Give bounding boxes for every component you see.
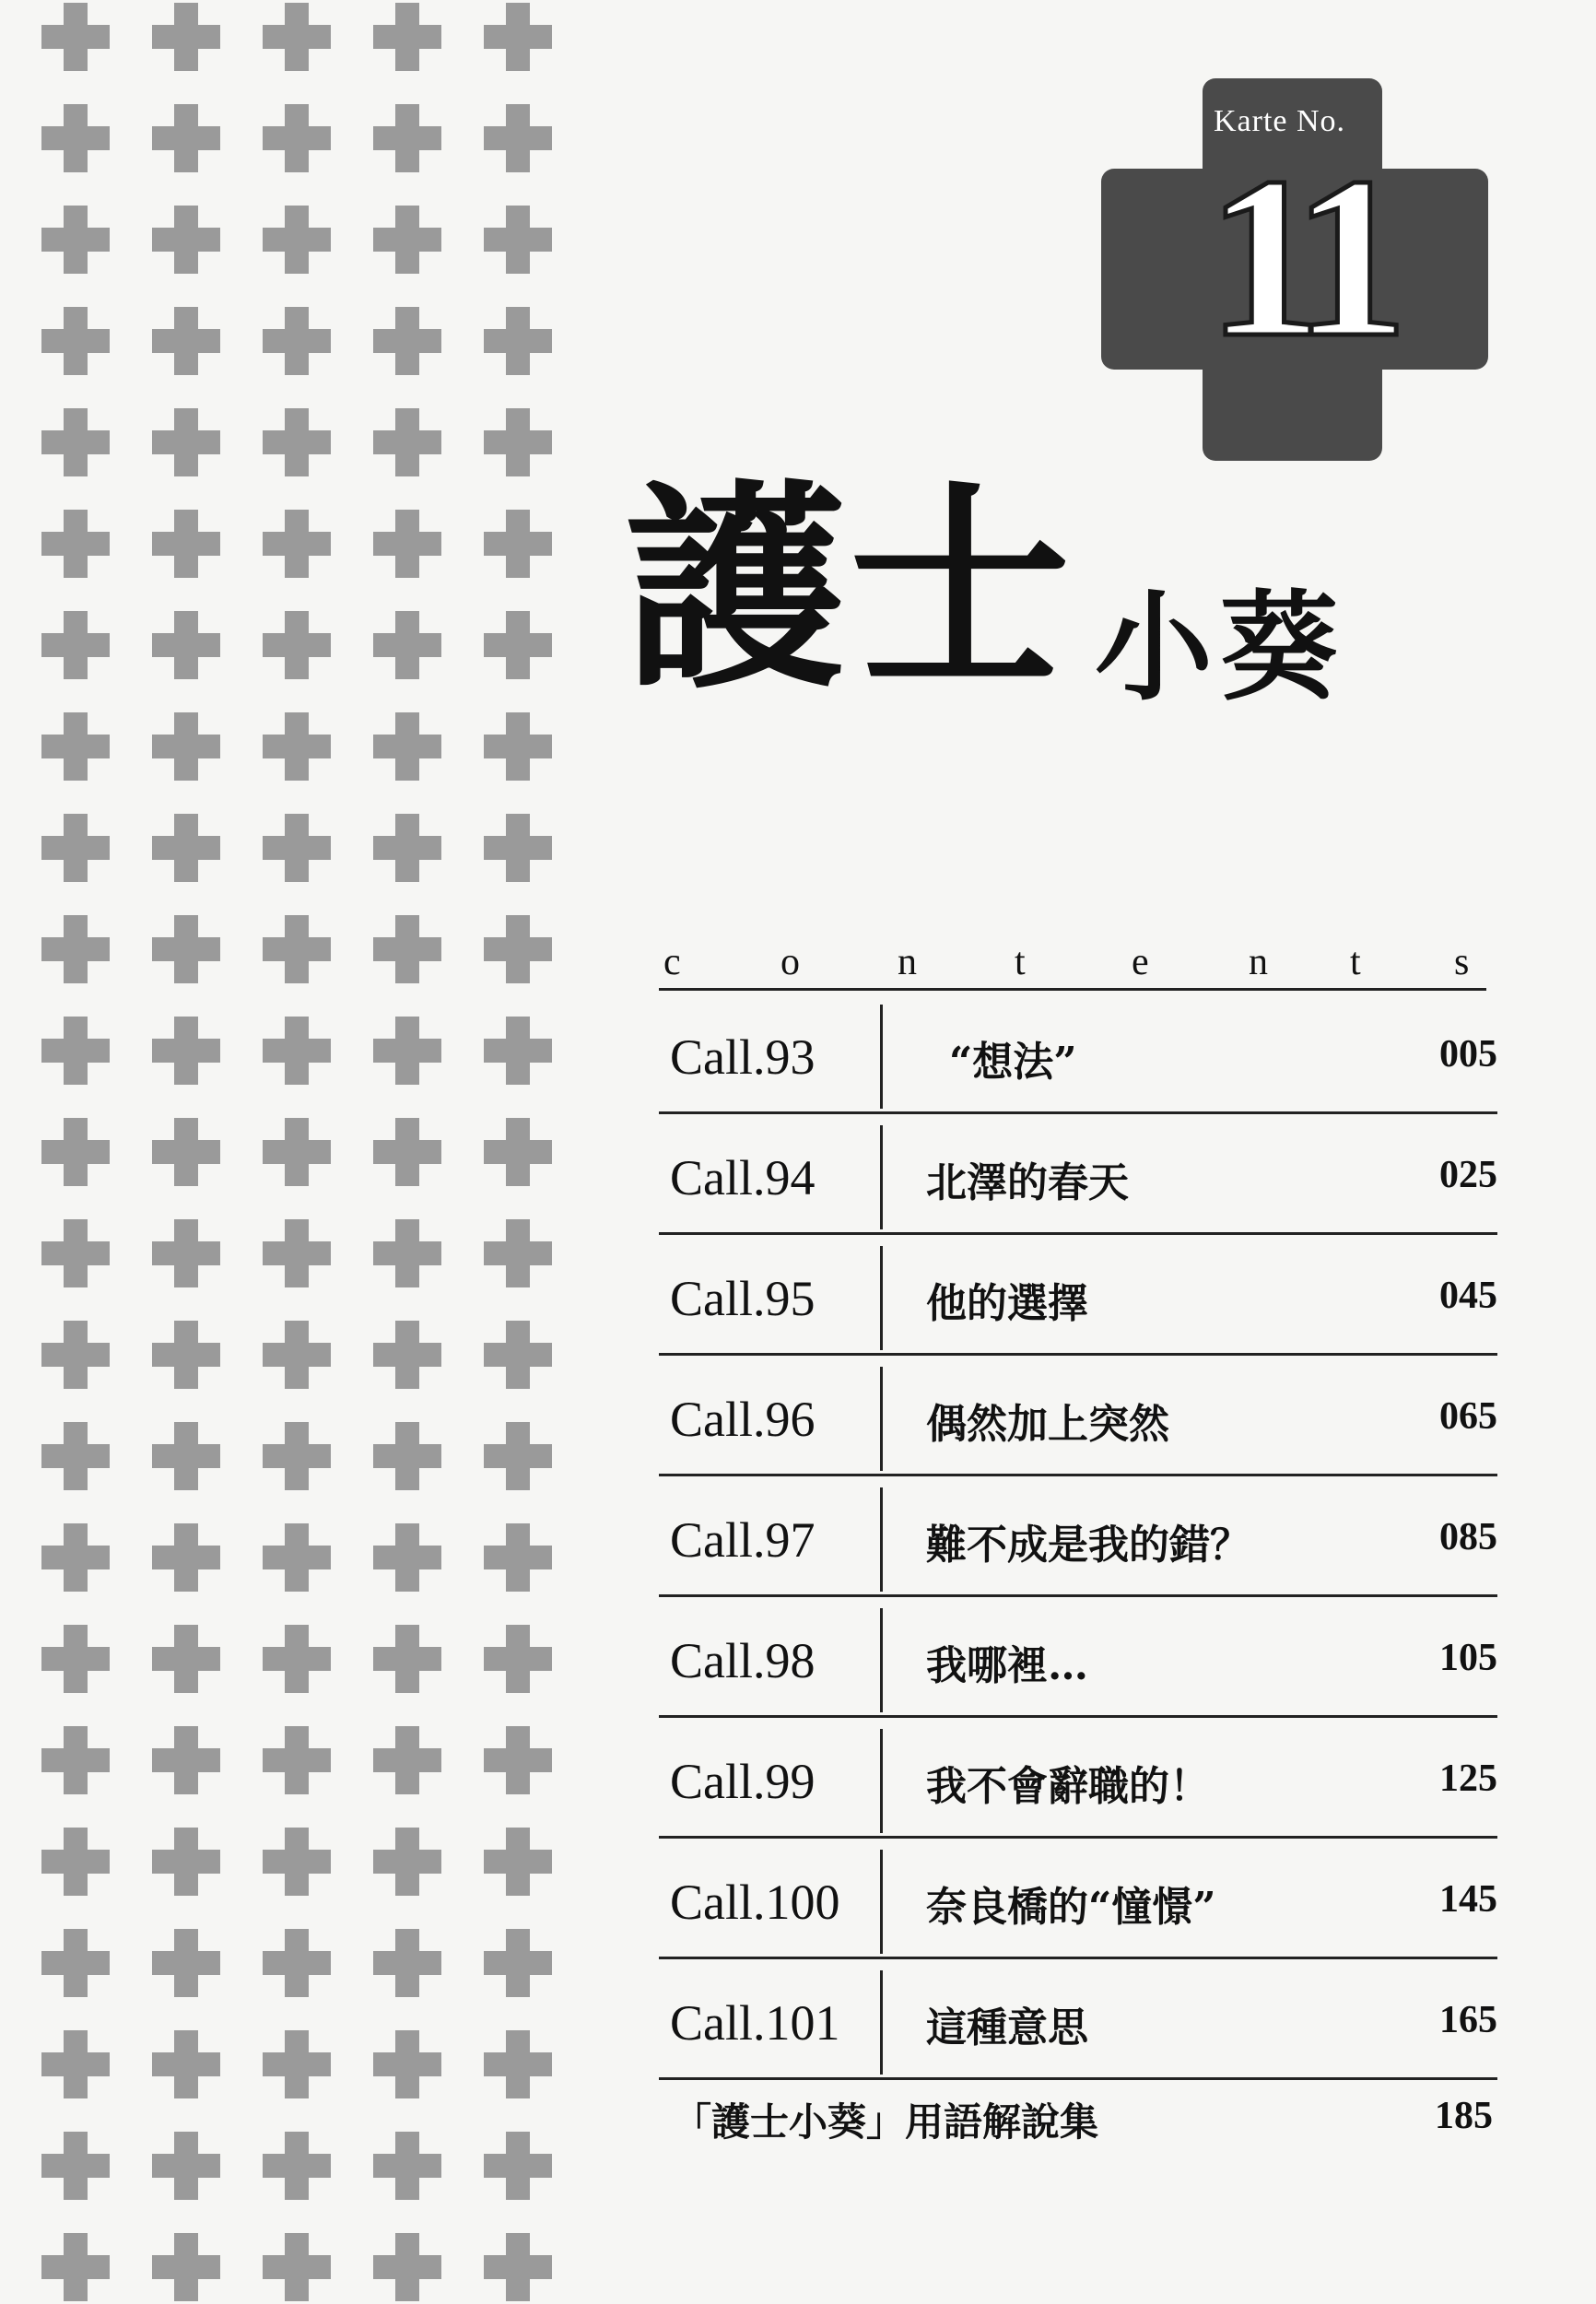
decorative-cross <box>484 1625 552 1693</box>
decorative-cross <box>373 1219 441 1287</box>
decorative-cross <box>484 1726 552 1794</box>
contents-letter: s <box>1454 941 1470 983</box>
decorative-cross <box>263 1625 331 1693</box>
decorative-cross <box>263 2030 331 2098</box>
decorative-cross <box>152 2132 220 2200</box>
decorative-cross <box>373 1017 441 1085</box>
decorative-cross <box>152 307 220 375</box>
decorative-cross <box>41 1118 110 1186</box>
decorative-cross <box>373 2132 441 2200</box>
decorative-cross <box>41 408 110 476</box>
glossary-entry[interactable] <box>673 2092 1493 2147</box>
page-number: 165 <box>1439 1999 1497 2041</box>
toc-row[interactable] <box>659 1597 1497 1718</box>
decorative-cross <box>152 1422 220 1490</box>
decorative-cross <box>263 1523 331 1592</box>
decorative-cross <box>373 712 441 781</box>
decorative-cross <box>152 1625 220 1693</box>
decorative-cross <box>263 1726 331 1794</box>
decorative-cross <box>484 2030 552 2098</box>
decorative-cross <box>152 915 220 983</box>
decorative-cross <box>152 1828 220 1896</box>
column-divider <box>880 1729 883 1833</box>
page-number: 085 <box>1439 1516 1497 1558</box>
decorative-cross <box>263 1828 331 1896</box>
decorative-cross <box>263 510 331 578</box>
decorative-cross <box>41 104 110 172</box>
decorative-cross <box>263 3 331 71</box>
decorative-cross <box>373 814 441 882</box>
decorative-cross <box>41 2030 110 2098</box>
decorative-cross <box>373 206 441 274</box>
decorative-cross <box>152 1321 220 1389</box>
chapter-title: 難不成是我的錯？ <box>926 1522 1250 1569</box>
chapter-title: 奈良橋的“憧憬” <box>926 1884 1216 1931</box>
decorative-cross <box>373 915 441 983</box>
decorative-cross <box>152 2233 220 2301</box>
page-number: 065 <box>1439 1395 1497 1438</box>
decorative-cross <box>152 3 220 71</box>
decorative-cross <box>41 1625 110 1693</box>
chapter-title: 這種意思 <box>926 2004 1088 2051</box>
book-title-main: 護士 <box>625 461 1075 719</box>
decorative-cross <box>484 1929 552 1997</box>
decorative-cross <box>373 2233 441 2301</box>
chapter-number: Call.94 <box>670 1150 816 1205</box>
decorative-cross <box>263 814 331 882</box>
decorative-cross <box>484 1422 552 1490</box>
decorative-cross <box>484 408 552 476</box>
decorative-cross <box>373 307 441 375</box>
column-divider <box>880 1367 883 1471</box>
decorative-cross <box>152 104 220 172</box>
decorative-cross <box>484 814 552 882</box>
glossary-title: 「護士小葵」用語解說集 <box>673 2099 1099 2145</box>
decorative-cross <box>263 712 331 781</box>
decorative-cross <box>373 611 441 679</box>
decorative-cross <box>152 1726 220 1794</box>
decorative-cross <box>484 206 552 274</box>
decorative-cross <box>484 1321 552 1389</box>
decorative-cross <box>263 611 331 679</box>
contents-letter: t <box>1350 941 1361 983</box>
decorative-cross <box>41 915 110 983</box>
decorative-cross <box>263 408 331 476</box>
decorative-cross <box>373 1726 441 1794</box>
decorative-cross <box>152 712 220 781</box>
glossary-page-number: 185 <box>1435 2095 1493 2137</box>
decorative-cross <box>484 2132 552 2200</box>
chapter-number: Call.97 <box>670 1512 816 1568</box>
contents-letter: c <box>663 941 681 983</box>
contents-letter: t <box>1015 941 1026 983</box>
decorative-cross <box>484 3 552 71</box>
contents-letter: e <box>1132 941 1149 983</box>
decorative-cross <box>484 1017 552 1085</box>
decorative-cross <box>152 611 220 679</box>
decorative-cross <box>484 1219 552 1287</box>
chapter-number: Call.99 <box>670 1754 816 1809</box>
decorative-cross <box>152 206 220 274</box>
decorative-cross <box>152 814 220 882</box>
decorative-cross <box>484 1523 552 1592</box>
volume-label: Karte No. <box>1214 104 1346 138</box>
decorative-cross <box>373 1523 441 1592</box>
column-divider <box>880 1125 883 1229</box>
toc-row[interactable] <box>659 1235 1497 1356</box>
decorative-cross <box>41 307 110 375</box>
page-number: 145 <box>1439 1878 1497 1921</box>
decorative-cross <box>484 1118 552 1186</box>
decorative-cross <box>152 1929 220 1997</box>
toc-row[interactable] <box>659 1356 1497 1476</box>
decorative-cross <box>41 814 110 882</box>
chapter-title: 我不會辭職的！ <box>926 1763 1210 1810</box>
contents-letter: n <box>898 941 917 983</box>
decorative-cross <box>263 104 331 172</box>
decorative-cross <box>263 2233 331 2301</box>
contents-rule <box>659 988 1486 991</box>
decorative-cross <box>373 1118 441 1186</box>
volume-number: 11 <box>1206 130 1392 385</box>
chapter-number: Call.98 <box>670 1633 816 1688</box>
decorative-cross <box>41 1422 110 1490</box>
column-divider <box>880 1487 883 1592</box>
decorative-cross <box>484 915 552 983</box>
chapter-title: “想法” <box>949 1039 1077 1086</box>
toc-row[interactable] <box>659 1476 1497 1597</box>
contents-heading <box>663 940 1493 982</box>
decorative-cross <box>41 611 110 679</box>
decorative-cross <box>263 307 331 375</box>
decorative-cross <box>152 1118 220 1186</box>
decorative-cross <box>373 1625 441 1693</box>
decorative-cross <box>373 1321 441 1389</box>
decorative-cross <box>484 307 552 375</box>
contents-letter: o <box>780 941 800 983</box>
chapter-title: 北澤的春天 <box>926 1159 1129 1206</box>
decorative-cross <box>373 2030 441 2098</box>
decorative-cross <box>263 1017 331 1085</box>
decorative-cross <box>41 712 110 781</box>
chapter-title: 偶然加上突然 <box>926 1401 1169 1448</box>
column-divider <box>880 1005 883 1109</box>
column-divider <box>880 1246 883 1350</box>
toc-row[interactable] <box>659 1839 1497 1959</box>
column-divider <box>880 1970 883 2075</box>
decorative-cross <box>41 206 110 274</box>
chapter-title: 我哪裡… <box>926 1642 1088 1689</box>
decorative-cross <box>41 1929 110 1997</box>
contents-letter: n <box>1249 941 1268 983</box>
volume-badge <box>1101 78 1488 461</box>
decorative-cross <box>41 1017 110 1085</box>
decorative-cross <box>152 1017 220 1085</box>
chapter-number: Call.101 <box>670 1995 840 2051</box>
decorative-cross <box>263 1118 331 1186</box>
decorative-cross <box>263 1422 331 1490</box>
decorative-cross <box>152 1523 220 1592</box>
toc-row[interactable] <box>659 1114 1497 1235</box>
column-divider <box>880 1850 883 1954</box>
chapter-number: Call.96 <box>670 1392 816 1447</box>
decorative-cross <box>484 2233 552 2301</box>
toc-row[interactable] <box>659 1718 1497 1839</box>
decorative-cross <box>41 2233 110 2301</box>
decorative-cross <box>263 206 331 274</box>
decorative-cross <box>41 1828 110 1896</box>
page-number: 005 <box>1439 1033 1497 1076</box>
decorative-cross <box>373 104 441 172</box>
table-of-contents <box>659 993 1497 2080</box>
toc-row[interactable] <box>659 1959 1497 2080</box>
decorative-cross <box>263 1219 331 1287</box>
page-number: 105 <box>1439 1637 1497 1679</box>
decorative-cross <box>263 915 331 983</box>
decorative-cross <box>41 1321 110 1389</box>
decorative-cross <box>484 611 552 679</box>
cross-pattern <box>0 0 590 2304</box>
chapter-title: 他的選擇 <box>926 1280 1088 1327</box>
decorative-cross <box>152 2030 220 2098</box>
decorative-cross <box>152 1219 220 1287</box>
decorative-cross <box>484 510 552 578</box>
toc-row[interactable] <box>659 993 1497 1114</box>
decorative-cross <box>41 1523 110 1592</box>
decorative-cross <box>263 2132 331 2200</box>
chapter-number: Call.93 <box>670 1029 816 1085</box>
page-number: 125 <box>1439 1757 1497 1800</box>
decorative-cross <box>373 1828 441 1896</box>
decorative-cross <box>373 510 441 578</box>
page-number: 025 <box>1439 1154 1497 1196</box>
decorative-cross <box>373 408 441 476</box>
chapter-number: Call.100 <box>670 1875 840 1930</box>
decorative-cross <box>41 1726 110 1794</box>
column-divider <box>880 1608 883 1712</box>
decorative-cross <box>484 712 552 781</box>
chapter-number: Call.95 <box>670 1271 816 1326</box>
page-number: 045 <box>1439 1275 1497 1317</box>
decorative-cross <box>152 510 220 578</box>
decorative-cross <box>373 3 441 71</box>
decorative-cross <box>263 1321 331 1389</box>
decorative-cross <box>152 408 220 476</box>
decorative-cross <box>263 1929 331 1997</box>
decorative-cross <box>484 104 552 172</box>
decorative-cross <box>41 510 110 578</box>
decorative-cross <box>373 1929 441 1997</box>
book-title-sub: 小葵 <box>1095 580 1346 717</box>
decorative-cross <box>373 1422 441 1490</box>
decorative-cross <box>41 1219 110 1287</box>
decorative-cross <box>41 2132 110 2200</box>
decorative-cross <box>41 3 110 71</box>
decorative-cross <box>484 1828 552 1896</box>
